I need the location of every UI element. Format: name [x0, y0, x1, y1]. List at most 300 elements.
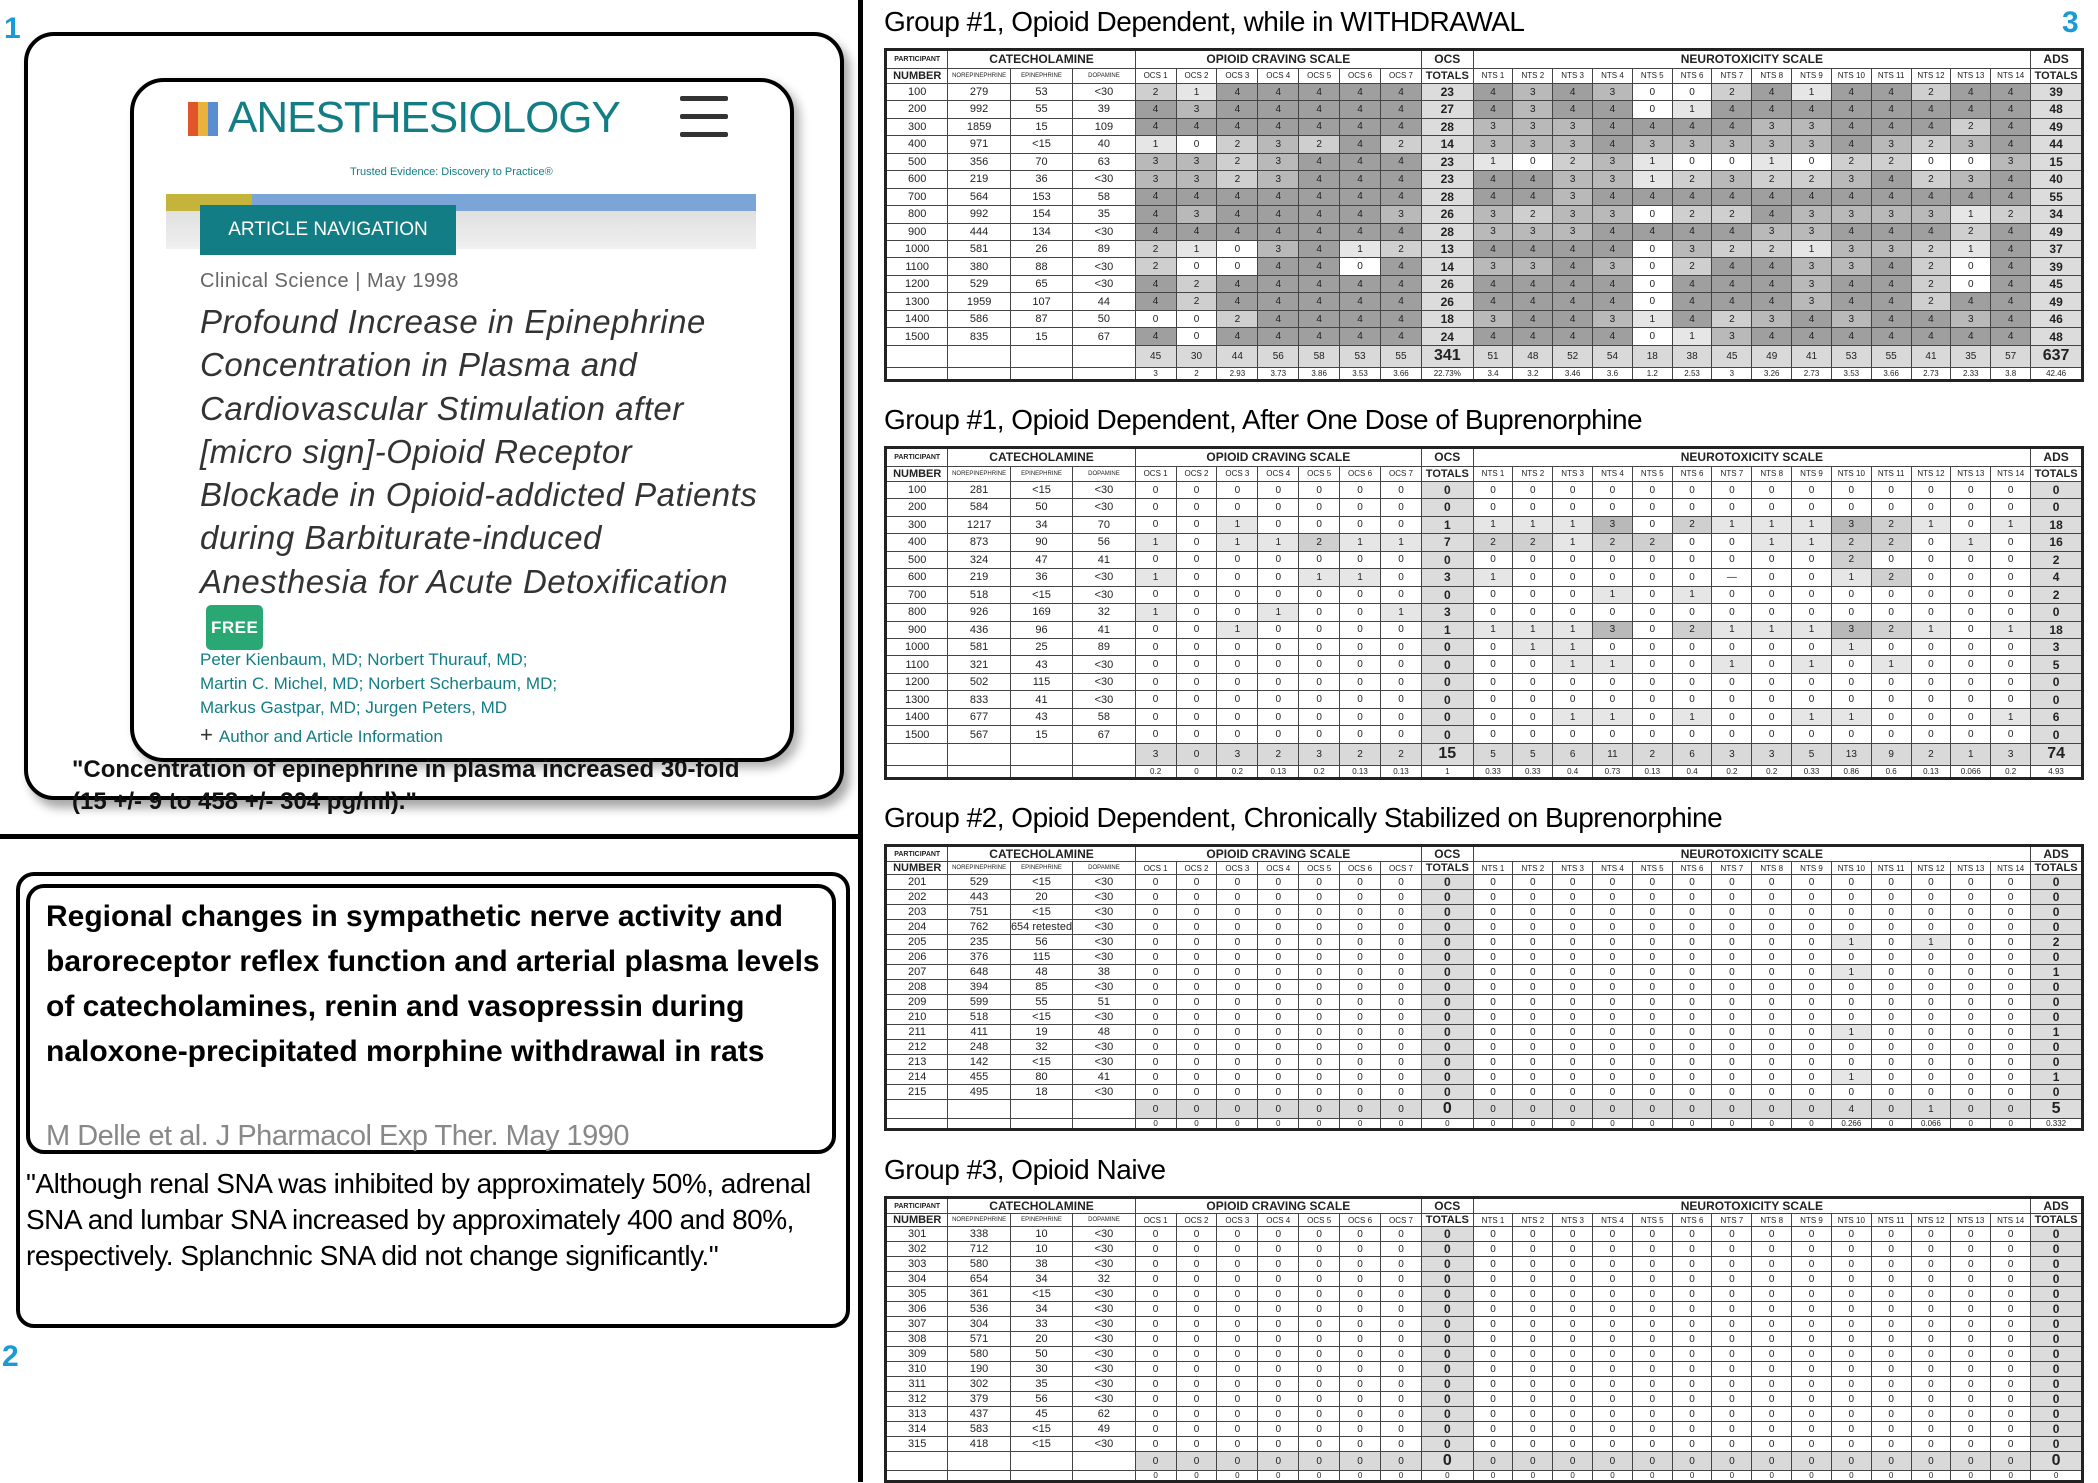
- nts-score: 0: [1513, 1317, 1553, 1332]
- nts-score: 1: [1752, 516, 1792, 533]
- nts-score: 3: [1831, 258, 1871, 275]
- article-navigation-button[interactable]: ARTICLE NAVIGATION: [200, 205, 456, 255]
- nts-score: 0: [1593, 980, 1633, 995]
- logo-bar-blue: [208, 102, 218, 136]
- nts-col-header: NTS 11: [1871, 862, 1911, 875]
- ocs-sum: 0: [1380, 1100, 1421, 1119]
- ocs-score: 4: [1217, 275, 1258, 292]
- nts-average: 0: [1593, 1471, 1633, 1482]
- ocs-score: 0: [1299, 604, 1340, 621]
- ocs-total: 3: [1421, 569, 1473, 586]
- nts-col-header: NTS 13: [1951, 466, 1991, 481]
- nts-score: 0: [1672, 1070, 1712, 1085]
- ocs-score: 0: [1380, 1422, 1421, 1437]
- nts-score: 2: [1831, 551, 1871, 568]
- nts-score: 0: [1513, 1242, 1553, 1257]
- ocs-score: 0: [1135, 920, 1176, 935]
- empty-cell: [886, 367, 948, 380]
- epinephrine-value: 38: [1010, 1257, 1072, 1272]
- nts-score: 0: [1831, 1242, 1871, 1257]
- nts-score: 4: [1991, 310, 2031, 327]
- nts-score: 0: [1871, 1302, 1911, 1317]
- nts-score: 0: [1553, 1242, 1593, 1257]
- nts-score: 4: [1752, 293, 1792, 310]
- norepinephrine-value: 418: [948, 1437, 1010, 1452]
- nts-score: 2: [1792, 171, 1832, 188]
- ocs-col-header: OCS 7: [1380, 1214, 1421, 1227]
- table-row: [886, 1055, 2083, 1070]
- ocs-score: 0: [1299, 1085, 1340, 1100]
- nts-average: 0: [1792, 1119, 1832, 1130]
- ocs-score: 0: [1217, 920, 1258, 935]
- nts-score: 0: [1672, 1422, 1712, 1437]
- article-section[interactable]: Clinical Science: [200, 270, 350, 292]
- number-header: NUMBER: [886, 68, 948, 83]
- epinephrine-value: 85: [1010, 980, 1072, 995]
- ocs-total: 0: [1421, 1010, 1473, 1025]
- nts-score: 2: [1513, 206, 1553, 223]
- nts-score: 0: [1473, 1407, 1513, 1422]
- epinephrine-value: <15: [1010, 875, 1072, 890]
- nts-col-header: NTS 5: [1632, 862, 1672, 875]
- dopamine-value: 58: [1073, 188, 1135, 205]
- empty-cell: [886, 345, 948, 367]
- ocs-total: 0: [1421, 1272, 1473, 1287]
- author-info-link[interactable]: [200, 722, 443, 748]
- ocs-score: 0: [1258, 1070, 1299, 1085]
- nts-sum: 1: [1951, 743, 1991, 765]
- data-table-group1-withdrawal: [884, 48, 2084, 382]
- nts-score: 0: [1632, 920, 1672, 935]
- nts-score: 0: [1991, 1332, 2031, 1347]
- nts-score: 0: [1712, 1272, 1752, 1287]
- ocs-score: 4: [1340, 275, 1381, 292]
- ocs-score: 0: [1176, 551, 1217, 568]
- ocs-score: 0: [1340, 499, 1381, 516]
- author-line[interactable]: Markus Gastpar, MD; Jurgen Peters, MD: [200, 698, 508, 717]
- empty-cell: [948, 765, 1010, 778]
- ocs-sum: 2: [1340, 743, 1381, 765]
- nts-score: 0: [1831, 950, 1871, 965]
- ocs-total: 0: [1421, 1347, 1473, 1362]
- nts-score: 0: [1991, 1257, 2031, 1272]
- ocs-score: 0: [1217, 499, 1258, 516]
- participant-number: 309: [886, 1347, 948, 1362]
- nts-score: 0: [1792, 1317, 1832, 1332]
- nts-score: 3: [1553, 118, 1593, 135]
- nts-score: 4: [1553, 258, 1593, 275]
- ocs-col-header: OCS 3: [1217, 68, 1258, 83]
- nts-score: 2: [1712, 241, 1752, 258]
- ocs-score: 4: [1380, 275, 1421, 292]
- epinephrine-value: 34: [1010, 1272, 1072, 1287]
- nts-score: 4: [1752, 188, 1792, 205]
- ocs-total: 0: [1421, 875, 1473, 890]
- nts-score: 4: [1672, 188, 1712, 205]
- nts-score: 4: [1792, 101, 1832, 118]
- empty-cell: [1010, 1452, 1072, 1471]
- nts-score: 0: [1473, 920, 1513, 935]
- norepinephrine-value: 835: [948, 328, 1010, 345]
- nts-score: 0: [1752, 586, 1792, 603]
- dopamine-value: <30: [1073, 481, 1135, 498]
- nts-score: 1: [1473, 153, 1513, 170]
- nts-score: 0: [1752, 726, 1792, 743]
- journal-tagline: Trusted Evidence: Discovery to Practice®: [350, 166, 553, 178]
- nts-score: 4: [1951, 83, 1991, 100]
- ads-total: 0: [2031, 1332, 2083, 1347]
- number-header: NUMBER: [886, 862, 948, 875]
- epinephrine-value: 169: [1010, 604, 1072, 621]
- ads-total: 48: [2031, 328, 2083, 345]
- ads-total: 34: [2031, 206, 2083, 223]
- ocs-score: 4: [1217, 223, 1258, 240]
- nts-score: 2: [1712, 206, 1752, 223]
- nts-score: 0: [1593, 673, 1633, 690]
- nts-score: 0: [1672, 1085, 1712, 1100]
- nts-score: 0: [1712, 1055, 1752, 1070]
- nts-score: 0: [1991, 1347, 2031, 1362]
- nts-score: 0: [1553, 965, 1593, 980]
- ocs-score: 0: [1135, 1257, 1176, 1272]
- nts-score: 0: [1831, 691, 1871, 708]
- epinephrine-value: 30: [1010, 1362, 1072, 1377]
- ocs-score: 0: [1217, 569, 1258, 586]
- table-row: [886, 569, 2083, 586]
- ocs-grand-total: 0: [1421, 1452, 1473, 1471]
- nts-score: 2: [1911, 275, 1951, 292]
- ocs-score: 0: [1299, 905, 1340, 920]
- ocs-score: 0: [1299, 875, 1340, 890]
- nts-score: 1: [1792, 656, 1832, 673]
- ocs-total: 0: [1421, 980, 1473, 995]
- ocs-sum: 53: [1340, 345, 1381, 367]
- nts-score: 4: [1831, 293, 1871, 310]
- nts-score: 0: [1752, 569, 1792, 586]
- norepinephrine-value: 584: [948, 499, 1010, 516]
- ads-total: 0: [2031, 875, 2083, 890]
- ocs-score: 0: [1217, 1010, 1258, 1025]
- ocs-score: 0: [1176, 875, 1217, 890]
- ocs-score: 4: [1380, 188, 1421, 205]
- nts-score: 0: [1513, 586, 1553, 603]
- ocs-score: 0: [1299, 1362, 1340, 1377]
- nts-score: 0: [1752, 1010, 1792, 1025]
- nts-score: 0: [1593, 1377, 1633, 1392]
- norepinephrine-value: 567: [948, 726, 1010, 743]
- dopamine-value: <30: [1073, 1392, 1135, 1407]
- nts-score: 0: [1831, 1257, 1871, 1272]
- ocs-score: 0: [1217, 995, 1258, 1010]
- nts-score: 0: [1473, 1287, 1513, 1302]
- nts-score: 3: [1513, 223, 1553, 240]
- nts-score: 4: [1712, 293, 1752, 310]
- nts-score: 0: [1991, 1227, 2031, 1242]
- table-row: [886, 708, 2083, 725]
- nts-score: 0: [1672, 905, 1712, 920]
- nts-score: 0: [1672, 1332, 1712, 1347]
- rat-study-title[interactable]: Regional changes in sympathetic nerve activity and baroreceptor reflex function and arterial plasma levels of catecholamines, renin and vasopressin during naloxone-precipitated morphine withdrawal in rats: [46, 900, 820, 1068]
- ocs-score: 0: [1258, 691, 1299, 708]
- nts-score: 2: [1951, 118, 1991, 135]
- ocs-score: 0: [1258, 1362, 1299, 1377]
- nts-average: 0.86: [1831, 765, 1871, 778]
- nts-score: 2: [1871, 621, 1911, 638]
- ocs-score: 0: [1258, 621, 1299, 638]
- empty-cell: [1073, 367, 1135, 380]
- nts-score: 0: [1593, 1272, 1633, 1287]
- dopamine-value: <30: [1073, 83, 1135, 100]
- nts-score: 0: [1831, 481, 1871, 498]
- nts-score: 0: [1792, 604, 1832, 621]
- nts-score: 4: [1513, 293, 1553, 310]
- ocs-score: 0: [1217, 481, 1258, 498]
- epinephrine-value: 19: [1010, 1025, 1072, 1040]
- norepinephrine-header: NOREPINEPHRINE: [948, 862, 1010, 875]
- nts-score: 0: [1632, 875, 1672, 890]
- nts-score: 0: [1672, 980, 1712, 995]
- empty-cell: [948, 1452, 1010, 1471]
- ocs-average: 0: [1258, 1471, 1299, 1482]
- table-row: [886, 1085, 2083, 1100]
- nts-score: 4: [1473, 101, 1513, 118]
- ocs-total: 23: [1421, 153, 1473, 170]
- table-row: [886, 1257, 2083, 1272]
- nts-score: 0: [1593, 1040, 1633, 1055]
- nts-score: 0: [1951, 1257, 1991, 1272]
- nts-score: 0: [1792, 726, 1832, 743]
- nts-score: 0: [1672, 481, 1712, 498]
- nts-score: 1: [1951, 534, 1991, 551]
- ocs-score: 0: [1258, 673, 1299, 690]
- nts-score: 0: [1632, 965, 1672, 980]
- nts-score: 0: [1712, 534, 1752, 551]
- ocs-score: 0: [1217, 1085, 1258, 1100]
- ocs-score: 1: [1380, 534, 1421, 551]
- journal-name: ANESTHESIOLOGY: [228, 93, 620, 142]
- ocs-score: 0: [1299, 586, 1340, 603]
- nts-score: 0: [1792, 1347, 1832, 1362]
- nts-score: 1: [1792, 621, 1832, 638]
- nts-score: 0: [1553, 875, 1593, 890]
- ocs-score: 4: [1217, 328, 1258, 345]
- epinephrine-value: 26: [1010, 241, 1072, 258]
- nts-score: 0: [1911, 604, 1951, 621]
- nts-score: 0: [1553, 980, 1593, 995]
- nts-score: 0: [1473, 1437, 1513, 1452]
- ocs-score: 0: [1299, 499, 1340, 516]
- participant-number: 209: [886, 995, 948, 1010]
- ocs-score: 0: [1217, 586, 1258, 603]
- nts-score: 3: [1473, 136, 1513, 153]
- nts-score: 0: [1991, 499, 2031, 516]
- ads-total: 0: [2031, 691, 2083, 708]
- nts-score: 0: [1752, 1407, 1792, 1422]
- empty-cell: [886, 1471, 948, 1482]
- nts-score: 0: [1871, 1085, 1911, 1100]
- ocs-score: 0: [1217, 965, 1258, 980]
- ocs-score: 0: [1299, 1407, 1340, 1422]
- nts-score: 0: [1752, 1317, 1792, 1332]
- hamburger-menu-icon[interactable]: [680, 96, 728, 150]
- ocs-score: 0: [1299, 1392, 1340, 1407]
- dopamine-value: 44: [1073, 293, 1135, 310]
- ads-total: 0: [2031, 1257, 2083, 1272]
- ocs-sum: 0: [1299, 1452, 1340, 1471]
- nts-sum: 0: [1672, 1100, 1712, 1119]
- nts-col-header: NTS 4: [1593, 68, 1633, 83]
- ocs-score: 0: [1176, 1407, 1217, 1422]
- ocs-score: 0: [1135, 1392, 1176, 1407]
- empty-cell: [948, 1471, 1010, 1482]
- nts-score: 0: [1632, 1010, 1672, 1025]
- catecholamine-header: CATECHOLAMINE: [948, 1198, 1135, 1214]
- nts-score: 0: [1553, 935, 1593, 950]
- nts-score: 0: [1831, 604, 1871, 621]
- nts-score: 4: [1712, 258, 1752, 275]
- nts-score: 4: [1553, 310, 1593, 327]
- nts-score: 0: [1871, 1407, 1911, 1422]
- nts-score: 0: [1672, 965, 1712, 980]
- nts-score: 0: [1473, 481, 1513, 498]
- dopamine-value: 50: [1073, 310, 1135, 327]
- table-row: [886, 188, 2083, 205]
- nts-score: 4: [1513, 171, 1553, 188]
- ocs-score: 0: [1135, 586, 1176, 603]
- nts-score: 0: [1752, 1025, 1792, 1040]
- nts-col-header: NTS 9: [1792, 862, 1832, 875]
- ocs-score: 4: [1299, 310, 1340, 327]
- nts-col-header: NTS 14: [1991, 1214, 2031, 1227]
- ocs-col-header: OCS 1: [1135, 466, 1176, 481]
- ocs-score: 0: [1176, 604, 1217, 621]
- nts-score: 0: [1871, 1377, 1911, 1392]
- ocs-col-header: OCS 7: [1380, 68, 1421, 83]
- panel-number-3: 3: [2062, 6, 2079, 39]
- ocs-average: 0.13: [1258, 765, 1299, 778]
- ocs-score: 0: [1380, 516, 1421, 533]
- nts-score: 0: [1792, 1272, 1832, 1287]
- ocs-score: 0: [1135, 673, 1176, 690]
- ocs-score: 0: [1258, 516, 1299, 533]
- nts-score: 0: [1792, 1377, 1832, 1392]
- ads-total: 0: [2031, 1362, 2083, 1377]
- nts-score: 4: [1871, 293, 1911, 310]
- nts-score: 0: [1593, 499, 1633, 516]
- nts-score: 1: [1752, 621, 1792, 638]
- sum-row: [886, 345, 2083, 367]
- nts-sum: 0: [1553, 1452, 1593, 1471]
- nts-sum: 0: [1513, 1100, 1553, 1119]
- nts-sum: 5: [1473, 743, 1513, 765]
- nts-score: 0: [1831, 1302, 1871, 1317]
- epinephrine-value: 88: [1010, 258, 1072, 275]
- nts-score: 4: [1473, 275, 1513, 292]
- ocs-grand-total: 15: [1421, 743, 1473, 765]
- nts-score: 4: [1593, 293, 1633, 310]
- nts-score: 0: [1632, 980, 1672, 995]
- author-line[interactable]: Peter Kienbaum, MD; Norbert Thurauf, MD;: [200, 650, 528, 669]
- nts-score: 1: [1672, 101, 1712, 118]
- nts-sum: 0: [1911, 1452, 1951, 1471]
- nts-score: 0: [1752, 639, 1792, 656]
- nts-score: 0: [1752, 995, 1792, 1010]
- ocs-score: 0: [1176, 965, 1217, 980]
- nts-score: 0: [1513, 656, 1553, 673]
- nts-score: 4: [1513, 310, 1553, 327]
- author-line[interactable]: Martin C. Michel, MD; Norbert Scherbaum, MD;: [200, 674, 558, 693]
- nts-score: 1: [1553, 639, 1593, 656]
- nts-average: 0: [1553, 1119, 1593, 1130]
- ocs-score: 0: [1135, 639, 1176, 656]
- epinephrine-value: 43: [1010, 708, 1072, 725]
- nts-score: 3: [1951, 136, 1991, 153]
- table-row: [886, 621, 2083, 638]
- nts-score: 0: [1911, 905, 1951, 920]
- ocs-sum: 0: [1340, 1100, 1381, 1119]
- nts-score: 0: [1831, 1407, 1871, 1422]
- nts-sum: 1: [1911, 1100, 1951, 1119]
- ocs-score: 2: [1135, 241, 1176, 258]
- nts-score: 4: [1831, 118, 1871, 135]
- epinephrine-value: 35: [1010, 1377, 1072, 1392]
- nts-score: 4: [1871, 188, 1911, 205]
- nts-score: 0: [1632, 275, 1672, 292]
- participant-number: 500: [886, 153, 948, 170]
- ocs-average: 0.2: [1135, 765, 1176, 778]
- ocs-score: 4: [1176, 188, 1217, 205]
- ocs-score: 4: [1135, 293, 1176, 310]
- nts-score: 0: [1553, 604, 1593, 621]
- nts-col-header: NTS 10: [1831, 68, 1871, 83]
- nts-score: 4: [1712, 223, 1752, 240]
- journal-logo[interactable]: [188, 94, 620, 142]
- ads-total: 0: [2031, 1407, 2083, 1422]
- nts-score: 4: [1513, 328, 1553, 345]
- ocs-score: 2: [1217, 310, 1258, 327]
- table-row: [886, 534, 2083, 551]
- participant-number: 800: [886, 604, 948, 621]
- nts-score: 0: [1792, 995, 1832, 1010]
- nts-score: 0: [1593, 1287, 1633, 1302]
- nts-score: 0: [1632, 708, 1672, 725]
- ocs-score: 1: [1380, 604, 1421, 621]
- participant-number: 312: [886, 1392, 948, 1407]
- nts-score: 4: [1593, 241, 1633, 258]
- ocs-score: 0: [1380, 1040, 1421, 1055]
- ocs-score: 0: [1135, 1317, 1176, 1332]
- norepinephrine-value: 411: [948, 1025, 1010, 1040]
- participant-number: 311: [886, 1377, 948, 1392]
- dopamine-value: 41: [1073, 1070, 1135, 1085]
- ocs-score: 4: [1299, 206, 1340, 223]
- nts-score: 0: [1991, 1392, 2031, 1407]
- nts-score: 0: [1991, 673, 2031, 690]
- empty-cell: [1010, 367, 1072, 380]
- nts-score: 0: [1991, 586, 2031, 603]
- epinephrine-value: 34: [1010, 1302, 1072, 1317]
- ocs-score: 0: [1380, 691, 1421, 708]
- nts-sum: 52: [1553, 345, 1593, 367]
- nts-score: 0: [1672, 726, 1712, 743]
- nts-score: 0: [1593, 950, 1633, 965]
- nts-score: 0: [1951, 965, 1991, 980]
- nts-score: 0: [1951, 1302, 1991, 1317]
- ocs-score: 0: [1340, 1407, 1381, 1422]
- dopamine-value: <30: [1073, 1040, 1135, 1055]
- ocs-score: 1: [1340, 241, 1381, 258]
- ocs-total: 0: [1421, 639, 1473, 656]
